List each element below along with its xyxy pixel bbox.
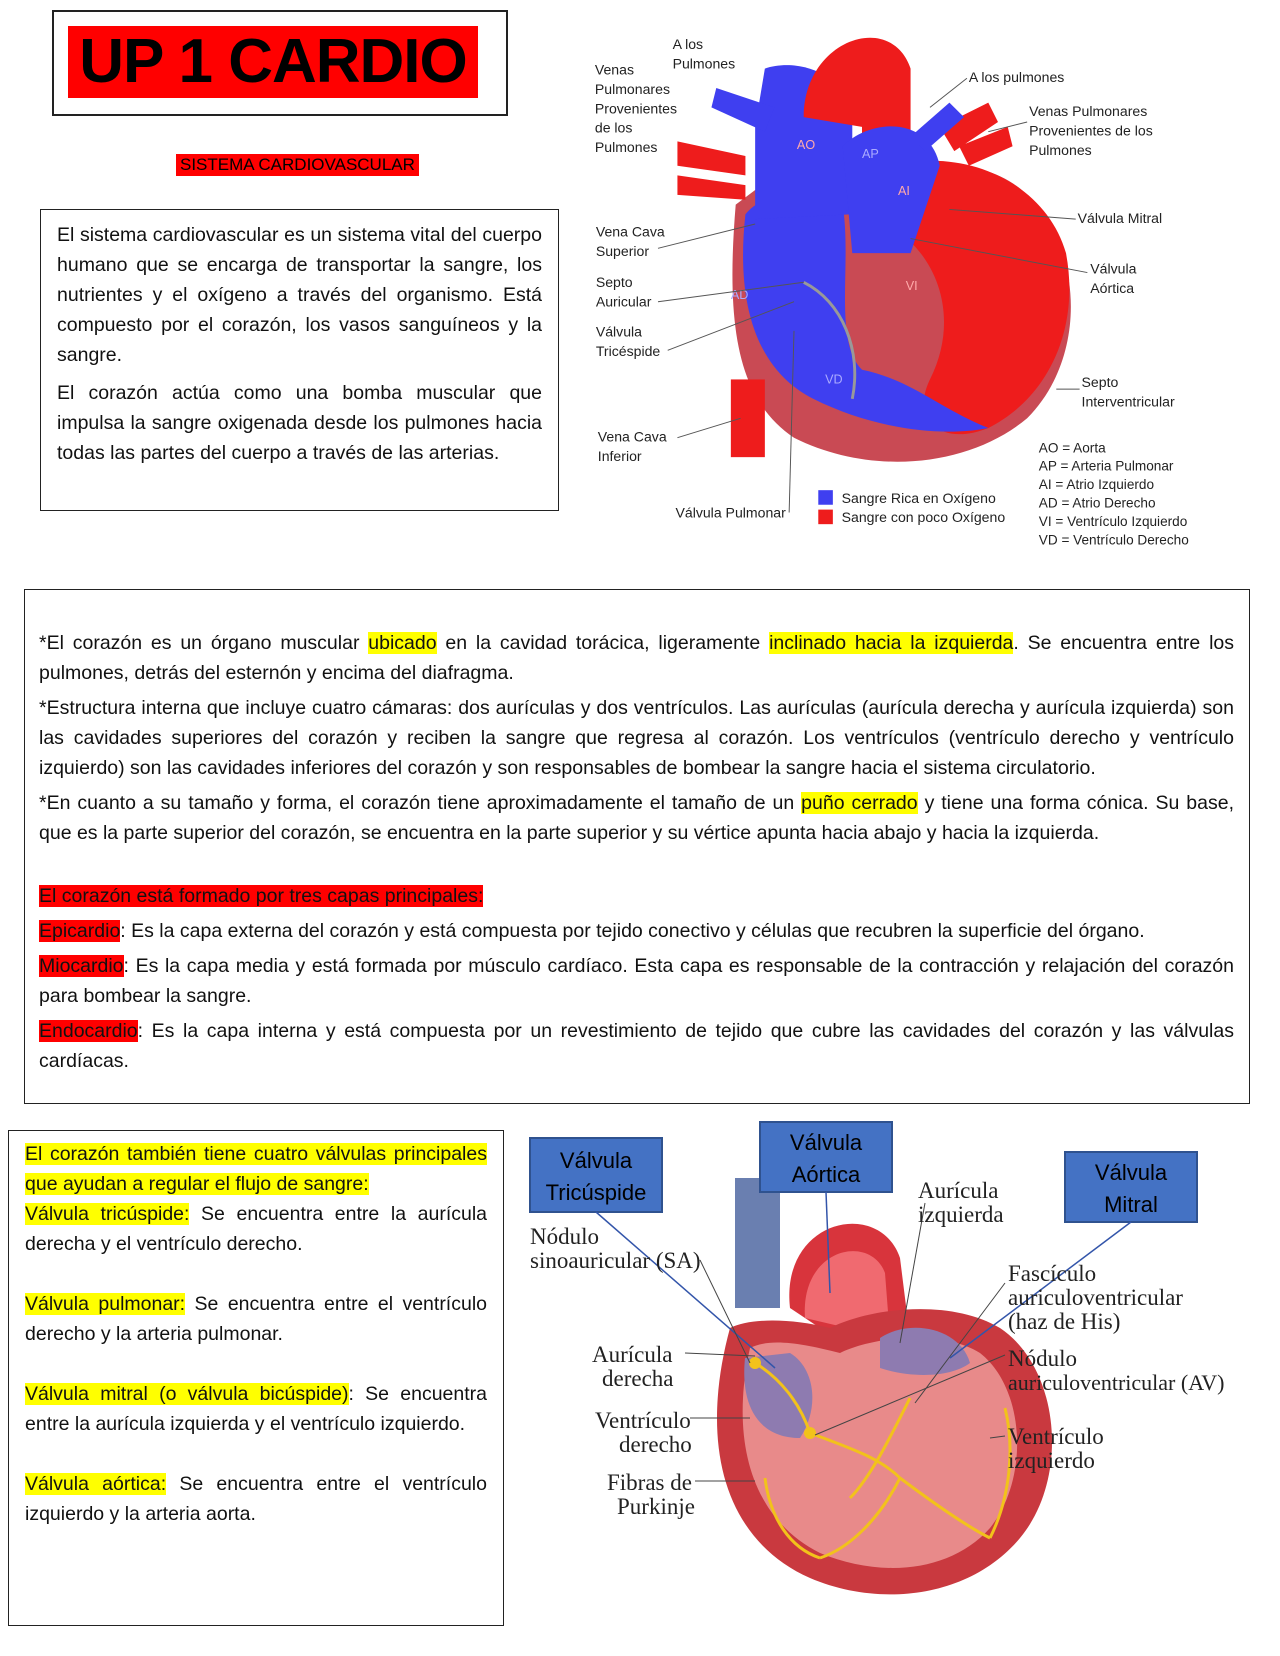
text-span: Se encuentra entre el ventrículo derecho y la arteria pulmonar. <box>25 1293 487 1345</box>
inferior-vena-cava <box>731 379 765 457</box>
box-mitral-line1: Válvula <box>1094 1160 1168 1185</box>
av-node <box>804 1427 816 1439</box>
label-vena-cava-sup-1: Vena Cava <box>595 223 665 240</box>
text-span: Se encuentra entre el ventrículo izquierdo y la arteria aorta. <box>25 1473 487 1525</box>
abbr-ap: AP = Arteria Pulmonar <box>1038 458 1174 474</box>
legend-rica: Sangre Rica en Oxígeno <box>841 489 996 506</box>
label-valvula-mitral: Válvula Mitral <box>1077 210 1163 227</box>
box-aort-line1: Válvula <box>789 1130 863 1155</box>
label-auricula-der-2: derecha <box>602 1366 674 1391</box>
term-endocardio: Endocardio <box>39 1020 138 1042</box>
valve-pulmonar <box>25 1289 487 1349</box>
text-span: : Se encuentra entre la aurícula izquierda y el ventrículo izquierdo. <box>25 1383 487 1435</box>
box-valvula-tricuspide <box>530 1138 662 1212</box>
valve-tricuspide <box>25 1199 487 1259</box>
info-paragraph-structure: *Estructura interna que incluye cuatro cámaras: dos aurículas y dos ventrículos. Las aurículas (aurícula derecha y aurícula izquierda) son las cavidades superiores del corazón y reciben la sangre que regresa al corazón. Los ventrículos (ventrículo derecho y ventrículo izquierdo) son las cavidades inferiores del corazón y son responsables de bombear la sangre hacia el sistema circulatorio. <box>39 697 1234 779</box>
label-fasciculo-3: (haz de His) <box>1008 1309 1121 1334</box>
abbr-vi: VI = Ventrículo Izquierdo <box>1038 514 1188 530</box>
intro-box <box>40 209 559 511</box>
label-nodulo-av-1: Nódulo <box>1008 1346 1077 1371</box>
label-venas-der-3: Pulmones <box>1029 142 1092 159</box>
pulmonary-veins-left <box>677 141 745 199</box>
label-valvula-tric-2: Tricéspide <box>595 343 661 360</box>
layer-epicardio <box>39 916 1234 946</box>
label-ventriculo-der-1: Ventrículo <box>595 1408 691 1433</box>
label-auricula-der-1: Aurícula <box>592 1342 673 1367</box>
abbr-vd: VD = Ventrículo Derecho <box>1038 532 1189 548</box>
label-ap: AP <box>862 146 879 161</box>
highlight-ubicado: ubicado <box>368 632 437 654</box>
label-vena-cava-inf-2: Inferior <box>597 448 642 465</box>
label-ao: AO <box>796 138 816 153</box>
superior-vena-cava-2 <box>735 1178 780 1308</box>
label-ventriculo-der-2: derecho <box>619 1432 692 1457</box>
label-vd: VD <box>825 372 843 387</box>
layer-miocardio <box>39 951 1234 1011</box>
text-span: : Es la capa media y está formada por músculo cardíaco. Esta capa es responsable de la contracción y relajación del corazón para bombear la sangre. <box>39 955 1234 1007</box>
legend-swatch-blue <box>818 490 833 505</box>
label-fasciculo-2: auriculoventricular <box>1008 1285 1183 1310</box>
abbr-ao: AO = Aorta <box>1038 440 1106 456</box>
label-a-los-pulmones-top-1: A los <box>672 36 704 53</box>
legend-poco: Sangre con poco Oxígeno <box>841 509 1006 526</box>
label-septo-auricular-2: Auricular <box>595 293 652 310</box>
label-ventriculo-izq-1: Ventrículo <box>1008 1424 1104 1449</box>
label-a-los-pulmones-top-2: Pulmones <box>672 55 736 72</box>
box-tric-line2: Tricúspide <box>545 1180 647 1205</box>
valve-mitral <box>25 1379 487 1439</box>
layers-heading-text: El corazón está formado por tres capas principales: <box>39 885 484 907</box>
term-miocardio: Miocardio <box>39 955 124 977</box>
box-valvula-mitral <box>1065 1152 1197 1222</box>
text-span: : Es la capa interna y está compuesta por un revestimiento de tejido que cubre las cavidades del corazón y las válvulas cardíacas. <box>39 1020 1234 1072</box>
heart-blood-flow-diagram <box>590 2 1270 582</box>
intro-paragraph-1: El sistema cardiovascular es un sistema vital del cuerpo humano que se encarga de transportar la sangre, los nutrientes y el oxígeno a través del organismo. Está compuesto por el corazón, los vasos sanguíneos y la sangre. <box>57 224 542 366</box>
text-span: *El corazón es un órgano muscular <box>39 632 369 654</box>
term-mitral: Válvula mitral (o válvula bicúspide) <box>25 1383 349 1405</box>
label-nodulo-av-2: auriculoventricular (AV) <box>1008 1370 1225 1395</box>
abbreviation-list <box>1039 440 1189 547</box>
text-span: *En cuanto a su tamaño y forma, el corazón tiene aproximadamente el tamaño de un <box>39 792 802 814</box>
valves-heading <box>25 1139 487 1199</box>
label-nodulo-sa-2: sinoauricular (SA) <box>530 1248 701 1273</box>
label-venas-der-2: Provenientes de los <box>1029 122 1153 139</box>
section-subtitle: SISTEMA CARDIOVASCULAR <box>176 154 419 176</box>
valves-box <box>8 1130 504 1626</box>
title-box <box>52 10 508 116</box>
label-venas-der-1: Venas Pulmonares <box>1029 103 1148 120</box>
label-vena-cava-inf-1: Vena Cava <box>597 428 667 445</box>
term-pulmonar: Válvula pulmonar: <box>25 1293 186 1315</box>
label-ai: AI <box>897 183 910 198</box>
label-ad: AD <box>730 287 749 302</box>
label-septo-inter-2: Interventricular <box>1081 393 1175 410</box>
label-venas-izq-4: de los <box>594 119 633 136</box>
text-span: . Se encuentra entre los pulmones, detrás del esternón y encima del diafragma. <box>39 632 1235 684</box>
term-aortica: Válvula aórtica: <box>25 1473 167 1495</box>
label-venas-izq-1: Venas <box>594 61 635 78</box>
label-valvula-pulmonar: Válvula Pulmonar <box>675 504 786 521</box>
layers-heading <box>39 881 1234 911</box>
info-paragraph-location <box>39 628 1234 688</box>
label-auricula-izq-1: Aurícula <box>918 1178 999 1203</box>
term-tricuspide: Válvula tricúspide: <box>25 1203 190 1225</box>
heart-info-box <box>24 589 1250 1104</box>
label-vi: VI <box>905 279 918 294</box>
highlight-inclinado: inclinado hacia la izquierda <box>769 632 1014 654</box>
label-septo-inter-1: Septo <box>1081 374 1119 391</box>
term-epicardio: Epicardio <box>39 920 121 942</box>
layer-endocardio <box>39 1016 1234 1076</box>
text-span: y tiene una forma cónica. Su base, que es la parte superior del corazón, se encuentra en la parte superior y su vértice apunta hacia abajo y hacia la izquierda. <box>39 792 1234 844</box>
heart-conduction-diagram <box>520 1118 1280 1648</box>
valve-aortica <box>25 1469 487 1529</box>
label-purkinje-1: Fibras de <box>607 1470 692 1495</box>
info-paragraph-size <box>39 788 1234 848</box>
label-vena-cava-sup-2: Superior <box>595 243 650 260</box>
label-valvula-aortica-1: Válvula <box>1090 260 1137 277</box>
text-span: en la cavidad torácica, ligeramente <box>436 632 770 654</box>
box-aort-line2: Aórtica <box>791 1162 861 1187</box>
label-venas-izq-2: Pulmonares <box>594 80 670 97</box>
label-ventriculo-izq-2: izquierdo <box>1008 1448 1095 1473</box>
legend-swatch-red <box>818 510 833 525</box>
box-mitral-line2: Mitral <box>1104 1192 1158 1217</box>
label-valvula-aortica-2: Aórtica <box>1090 279 1135 296</box>
text-span: Se encuentra entre la aurícula derecha y el ventrículo derecho. <box>25 1203 488 1255</box>
text-span: : Es la capa externa del corazón y está compuesta por tejido conectivo y células que recubren la superficie del órgano. <box>120 920 1145 942</box>
box-tric-line1: Válvula <box>559 1148 633 1173</box>
label-nodulo-sa-1: Nódulo <box>530 1224 599 1249</box>
label-valvula-tric-1: Válvula <box>595 323 643 340</box>
box-valvula-aortica <box>760 1122 892 1192</box>
label-a-los-pulmones-der: A los pulmones <box>968 69 1065 86</box>
label-auricula-izq-2: izquierda <box>918 1202 1004 1227</box>
label-fasciculo-1: Fascículo <box>1008 1261 1097 1286</box>
label-septo-auricular-1: Septo <box>595 274 633 291</box>
label-venas-izq-3: Provenientes <box>594 100 678 117</box>
abbr-ad: AD = Atrio Derecho <box>1038 495 1156 511</box>
sa-node <box>749 1357 761 1369</box>
intro-paragraph-2: El corazón actúa como una bomba muscular que impulsa la sangre oxigenada desde los pulmones hacia todas las partes del cuerpo a través de las arterias. <box>57 382 542 464</box>
abbr-ai: AI = Atrio Izquierdo <box>1038 477 1155 493</box>
label-purkinje-2: Purkinje <box>617 1494 695 1519</box>
highlight-puno-cerrado: puño cerrado <box>801 792 918 814</box>
page-title: UP 1 CARDIO <box>68 26 478 98</box>
valves-heading-text: El corazón también tiene cuatro válvulas principales que ayudan a regular el flujo de sangre: <box>25 1143 487 1195</box>
label-venas-izq-5: Pulmones <box>594 139 658 156</box>
